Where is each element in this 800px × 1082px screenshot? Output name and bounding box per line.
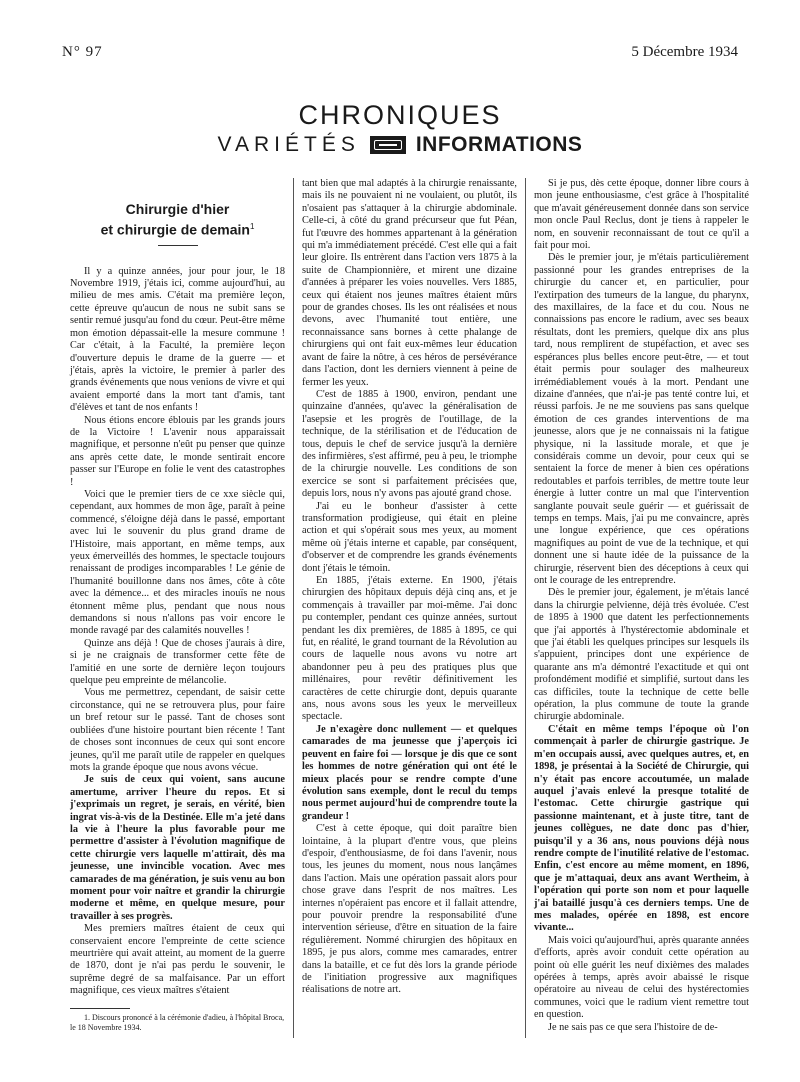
paragraph: Je n'exagère donc nullement — et quelques camarades de ma jeunesse que j'aperçois ici peuvent en faire foi — lorsque je dis que ce sont les hommes de notre génération qui ont été le mieux placés pour se rendre compte d'une évolution sans exemple, dont le recul du temps nous permet aujourd'hui de comprendre toute la grandeur ! — [302, 723, 517, 822]
paragraph: Il y a quinze années, jour pour jour, le 18 Novembre 1919, j'étais ici, comme aujourd'hui, au milieu de mes amis. C'était ma première leçon, cette épreuve qu'aucun de nous ne subit sans se sentir remué jusqu'au fond du cœur. Peut-être même mon émotion dépassait-elle la mesure commune ! Car c'était, à la Faculté, la première leçon d'ouverture depuis le drame de la guerre — et j'étais, après la victoire, le premier à parler des grands événements que nous venions de vivre et qui avaient emporté dans la mort tant d'amis, tant d'élèves et tant de nos enfants ! — [70, 265, 285, 414]
paragraph: C'était en même temps l'époque où l'on commençait à parler de chirurgie gastrique. Je m'en occupais aussi, avec quelques autres, et, en 1898, je présentai à la Société de Chirurgie, qui n'y était pas encore accoutumée, un malade auquel j'avais enlevé la presque totalité de l'estomac. Cette chirurgie gastrique qui passionne maintenant, et à juste titre, tant de jeunes collègues, ne date donc pas d'hier, puisqu'il y a 36 ans, nous pouvions déjà nous rendre compte de l'inutilité relative de l'estomac. Enfin, c'est encore au même moment, en 1896, que je m'attaquai, deux ans avant Wertheim, à l'opération qui porte son nom et pour laquelle j'ai bataillé jusqu'à ces derniers temps. Une de mes malades, opérée en 1898, est encore vivante... — [534, 723, 749, 934]
subtitle-left: VARIÉTÉS — [217, 133, 360, 156]
paragraph: Je suis de ceux qui voient, sans aucune amertume, arriver l'heure du repos. Et si j'exprimais un regret, je serais, en vérité, bien ingrat vis-à-vis de la Destinée. Elle m'a jeté dans la vie à l'heure la plus favorable pour me permettre d'assister à l'évolution magnifique de cette chirurgie vers laquelle m'attirait, dès ma jeunesse, une invincible vocation. Avec mes camarades de ma génération, je suis venu au bon moment pour voir naître et grandir la chirurgie moderne et même, en quelque mesure, pour travailler à ses progrès. — [70, 774, 285, 922]
footnote-marker: 1 — [249, 222, 255, 231]
paragraph: C'est de 1885 à 1900, environ, pendant une quinzaine d'années, qu'avec la généralisation de l'asepsie et les progrès de l'outillage, de la technique, de la stérilisation et de l'éducation de tous, depuis le chef de service jusqu'à la dernière des infirmières, s'est affirmé, peu à peu, le triomphe de la chirurgie nouvelle. Les conditions de son exercice se sont si parfaitement précisées que, depuis lors, nous n'y avons pas ajouté grand chose. — [302, 388, 517, 500]
paragraph: Je ne sais pas ce que sera l'histoire de de- — [548, 1021, 718, 1033]
title-rule — [158, 245, 198, 246]
article-title — [70, 200, 285, 239]
paragraph: Nous étions encore éblouis par les grands jours de la Victoire ! L'avenir nous apparaissait magnifique, et personne n'eût pu penser que quinze ans après cette date, le monde sentirait encore passer sur l'Europe en folie le vent des catastrophes ! — [70, 414, 285, 488]
column-3 — [525, 178, 757, 1038]
page-header — [62, 44, 738, 68]
section-title: CHRONIQUES — [298, 100, 502, 130]
column-2 — [293, 178, 525, 1038]
article-title-line1: Chirurgie d'hier — [125, 201, 230, 217]
paragraph: Mes premiers maîtres étaient de ceux qui conservaient encore l'empreinte de cette science meurtrière qui avait atteint, au moment de la guerre de 1870, dont je n'ai pas perdu le souvenir, le suprême degré de sa malfaisance. Par un effort magnifique, ces vieux maîtres s'étaient — [70, 923, 285, 997]
paragraph: C'est à cette époque, qui doit paraître bien lointaine, à la plupart d'entre vous, que pleins d'espoir, d'enthousiasme, de foi dans l'avenir, nous tous, les jeunes du moment, nous nous lançâmes dans l'action. Mais une opération passait alors pour chose grave dans l'esprit de nos maîtres. Les internes n'opéraient pas encore et il fallait attendre, pour pouvoir prendre la responsabilité d'une intervention sérieuse, d'être en situation de la faire régulièrement. Nommé chirurgien des hôpitaux en 1895, je pus alors, comme mes camarades, entrer dans la bataille, et ce fut dès lors la grande période de l'initiation progressive aux magnifiques réalisations de notre art. — [302, 823, 517, 996]
paragraph: Voici que le premier tiers de ce xxe siècle qui, cependant, aux hommes de mon âge, paraît à peine commencé, s'éloigne déjà dans le passé, emportant avec lui le souvenir du plus grand drame de l'Histoire, mais apportant, en même temps, aux yeux émerveillés des hommes, le spectacle toujours renaissant de prodiges incomparables ! Le génie de l'humanité bouillonne dans nos âmes, côte à côte avec la démence... et des miracles inouïs ne nous étonnent même plus, pendant que nous nous demandons si nous n'allons pas voir encore le monde ravagé par des calamités nouvelles ! — [70, 488, 285, 637]
footnote-rule — [70, 1008, 130, 1009]
column-1 — [62, 178, 293, 1038]
subtitle-right: INFORMATIONS — [415, 133, 583, 156]
masthead — [0, 100, 800, 158]
article-title-line2: et chirurgie de demain — [100, 221, 250, 238]
paragraph: J'ai eu le bonheur d'assister à cette transformation prodigieuse, qui était en pleine action et qui s'opérait sous mes yeux, au moment même où j'étais interne et capable, par conséquent, d'observer et de comprendre les grands événements dont j'étais le témoin. — [302, 500, 517, 574]
issue-date: 5 Décembre 1934 — [631, 44, 738, 60]
ornament-emblem-icon — [370, 136, 406, 154]
paragraph: tant bien que mal adaptés à la chirurgie renaissante, mais ils ne pouvaient ni ne voulaient, ou plutôt, ils n'osaient pas s'attaquer à la chirurgie abdominale. Celle-ci, à côté du grand précurseur que fut Péan, fut l'œuvre des hommes appartenant à la génération qui m'a immédiatement précédé. C'est elle qui a fait leur gloire. Ils entrèrent dans l'action vers 1875 à la suite de Championnière, et mirent une dizaine d'années à préparer les voies nouvelles. Vers 1885, ceux qui étaient nos jeunes maîtres étaient mûrs pour de grandes choses. Ils les ont réalisées et nous devons, avec l'humanité tout entière, une reconnaissance sans bornes à cette phalange de chirurgiens qui ont fait eux-mêmes leur éducation avant de faire la nôtre, à ces héros de persévérance dans l'action, dont les derniers viennent à peine de fermer les yeux. — [302, 178, 517, 388]
paragraph: Dès le premier jour, également, je m'étais lancé dans la chirurgie pelvienne, déjà très évoluée. C'est de 1895 à 1900 que datent les perfectionnements que j'ai apportés à l'hystérectomie abdominale et que j'ai établi les quelques principes sur lesquels ils s'appuient, principes dont une expérience de quarante ans m'a démontré l'exactitude et qui ont profondément modifié et simplifié, surtout dans les cas difficiles, toute la technique de cette belle opération, la plus commune de toute la grande chirurgie abdominale. — [534, 587, 749, 723]
article-columns — [62, 178, 757, 1038]
paragraph: Quinze ans déjà ! Que de choses j'aurais à dire, si je ne craignais de transformer cette fête de l'amitié en une sorte de dernière leçon toujours quelque peu empreinte de mélancolie. — [70, 637, 285, 687]
footnote: 1. Discours prononcé à la cérémonie d'adieu, à l'hôpital Broca, le 18 Novembre 1934. — [70, 1012, 285, 1032]
issue-number: N° 97 — [62, 44, 103, 60]
paragraph: Si je pus, dès cette époque, donner libre cours à mon jeune enthousiasme, c'est grâce à l'hospitalité que m'avait généreusement donnée dans son service mon oncle Paul Reclus, dont je tiens à rappeler le nom, en souvenir reconnaissant de tout ce qu'il a fait pour moi. — [534, 178, 749, 252]
paragraph: Mais voici qu'aujourd'hui, après quarante années d'efforts, après avoir conduit cette opération au point où elle guérit les neuf dixièmes des malades opérées à temps, après avoir abaissé le risque opératoire au niveau de celui des hystérectomies communes, voici que le radium vient remettre tout en question. — [534, 934, 749, 1021]
paragraph: En 1885, j'étais externe. En 1900, j'étais chirurgien des hôpitaux depuis déjà cinq ans, et je commençais à travailler par moi-même. J'ai donc pu contempler, pendant ces quinze années, surtout pendant les dix premières, de 1885 à 1895, ce qui fut, en réalité, le grand tournant de la Révolution au cours de laquelle nous avons vu notre art abandonner peu à peu des pratiques plus que millénaires, pour revêtir définitivement les caractères de cette chirurgie dont, depuis quarante ans, nous avons sous les yeux le merveilleux spectacle. — [302, 575, 517, 723]
paragraph: Dès le premier jour, je m'étais particulièrement passionné pour les grandes entreprises de la chirurgie du cancer et, en particulier, pour l'extirpation des tumeurs de la langue, du pharynx, des maxillaires, de la face et du cou. Nous ne connaissions pas encore le radium, avec ses beaux résultats, dont les premiers, quelque dix ans plus tard, nous remplirent de stupéfaction, et avec ses espérances plus belles encore peut-être, — et tout était permis pour soulager des malheureux irrémédiablement voués à la mort. Pendant une dizaine d'années, que n'ai-je pas tenté contre lui, et réussi parfois. Je ne me souviens pas sans quelque émotion de ces grandes interventions de ma jeunesse, alors que je ne connaissais ni la fatigue physique, ni la lassitude morale, et que je considérais comme un devoir, pour ceux qui se sentaient la force de mener à bien ces opérations redoutables et parfois terribles, de mettre toute leur énergie à lutter contre un mal que l'intervention sanglante pouvait seule guérir — et guérissait de temps en temps. Mais, j'ai pu me convaincre, après une longue expérience, que ces opérations magnifiques au point de vue de la technique, et qui donnent une si haute idée de la puissance de la chirurgie, réservent bien des déceptions à ceux qui ont le courage de les entreprendre. — [534, 252, 749, 586]
paragraph: Vous me permettrez, cependant, de saisir cette circonstance, qui ne se retrouvera plus, pour faire un bref retour sur le passé. Tant de choses sont oubliées d'une histoire pourtant bien récente ! Tant de choses sont inconnues de ceux qui sont encore jeunes, qu'il me paraît utile de rappeler en quelques mots la grande époque que nous avons vécue. — [70, 687, 285, 773]
section-subtitle — [0, 132, 800, 158]
